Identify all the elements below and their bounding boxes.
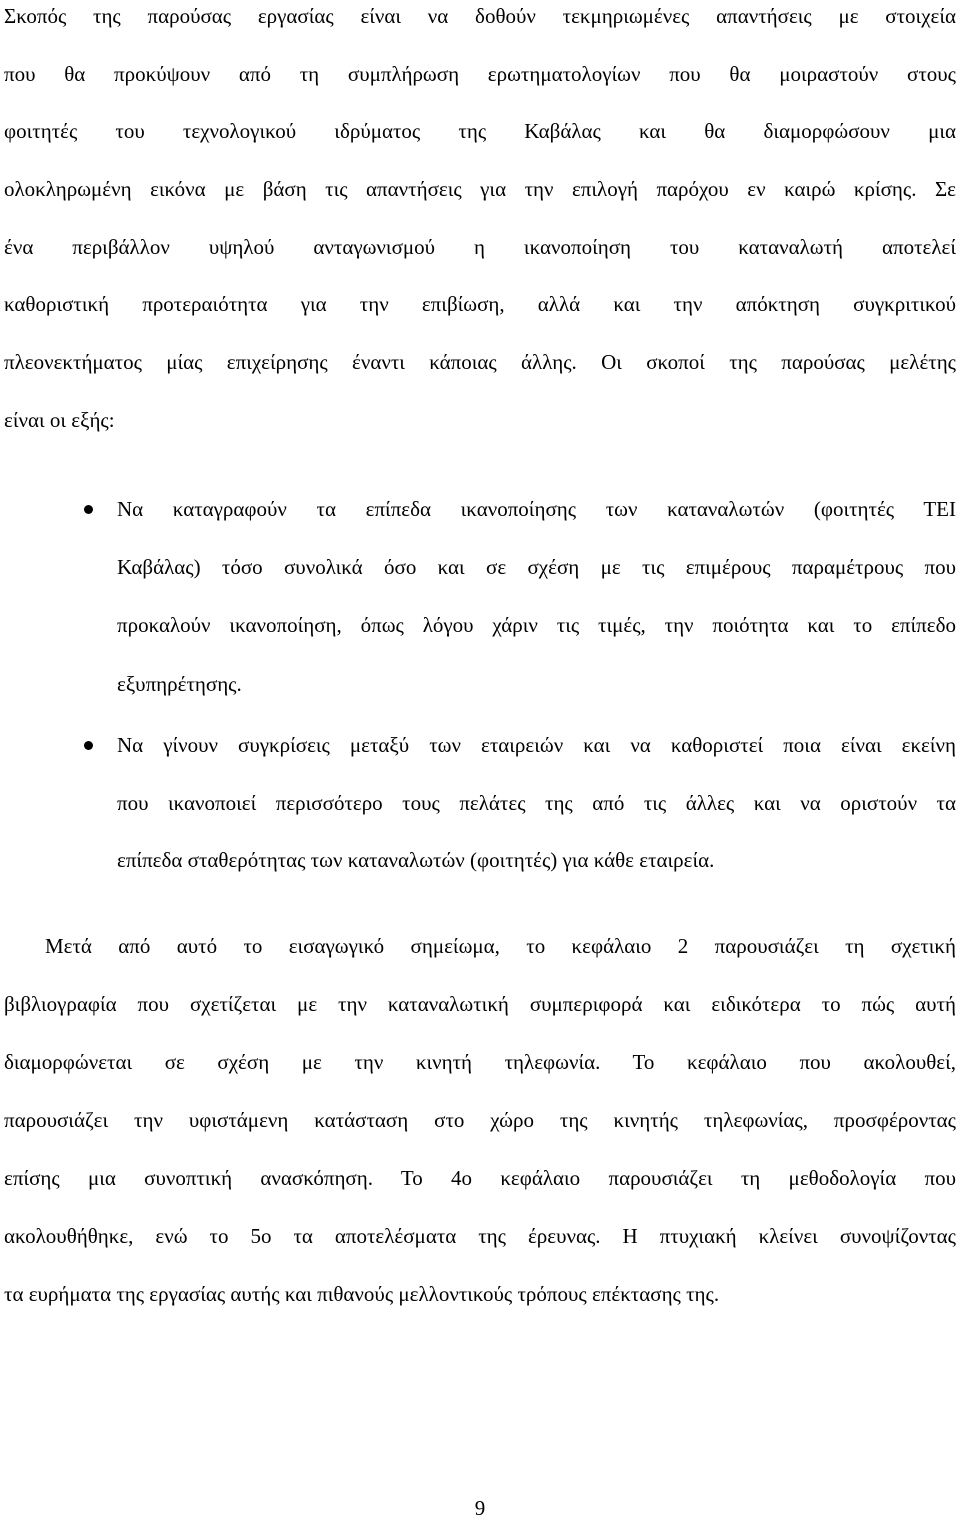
paragraph-line: τα ευρήματα της εργασίας αυτής και πιθανούς μελλοντικούς τρόπους επέκτασης της.	[4, 1282, 720, 1306]
list-item-line: Να γίνουν συγκρίσεις μεταξύ των εταιρειών και να καθοριστεί ποια είναι εκείνη	[117, 733, 956, 757]
paragraph-line: ένα περιβάλλον υψηλού ανταγωνισμού η ικανοποίηση του καταναλωτή αποτελεί	[4, 235, 956, 259]
list-item-line: προκαλούν ικανοποίηση, όπως λόγου χάριν τις τιμές, την ποιότητα και το επίπεδο	[117, 613, 956, 637]
list-item-line: εξυπηρέτησης.	[117, 672, 242, 696]
paragraph-line: πλεονεκτήματος μίας επιχείρησης έναντι κάποιας άλλης. Οι σκοποί της παρούσας μελέτης	[4, 350, 956, 374]
paragraph-line: παρουσιάζει την υφιστάμενη κατάσταση στο χώρο της κινητής τηλεφωνίας, προσφέροντας	[4, 1108, 956, 1132]
bullet-icon	[84, 505, 93, 514]
paragraph-line: φοιτητές του τεχνολογικού ιδρύματος της Καβάλας και θα διαμορφώσουν μια	[4, 119, 956, 143]
paragraph-line: καθοριστική προτεραιότητα για την επιβίωση, αλλά και την απόκτηση συγκριτικού	[4, 292, 956, 316]
paragraph-line: Σκοπός της παρούσας εργασίας είναι να δοθούν τεκμηριωμένες απαντήσεις με στοιχεία	[4, 4, 956, 28]
paragraph-line: είναι οι εξής:	[4, 408, 115, 432]
list-item-line: επίπεδα σταθερότητας των καταναλωτών (φοιτητές) για κάθε εταιρεία.	[117, 848, 715, 872]
list-item-line: Καβάλας) τόσο συνολικά όσο και σε σχέση με τις επιμέρους παραμέτρους που	[117, 555, 956, 579]
list-item-line: Να καταγραφούν τα επίπεδα ικανοποίησης των καταναλωτών (φοιτητές ΤΕΙ	[117, 497, 956, 521]
paragraph-line: Μετά από αυτό το εισαγωγικό σημείωμα, το κεφάλαιο 2 παρουσιάζει τη σχετική	[45, 934, 956, 958]
page-number: 9	[474, 1496, 486, 1520]
bullet-icon	[84, 741, 93, 750]
paragraph-line: διαμορφώνεται σε σχέση με την κινητή τηλεφωνία. Το κεφάλαιο που ακολουθεί,	[4, 1050, 956, 1074]
paragraph-line: βιβλιογραφία που σχετίζεται με την καταναλωτική συμπεριφορά και ειδικότερα το πώς αυτή	[4, 992, 956, 1016]
paragraph-line: που θα προκύψουν από τη συμπλήρωση ερωτηματολογίων που θα μοιραστούν στους	[4, 62, 956, 86]
paragraph-line: επίσης μια συνοπτική ανασκόπηση. Το 4ο κεφάλαιο παρουσιάζει τη μεθοδολογία που	[4, 1166, 956, 1190]
paragraph-line: ολοκληρωμένη εικόνα με βάση τις απαντήσεις για την επιλογή παρόχου εν καιρώ κρίσης. Σε	[4, 177, 956, 201]
paragraph-line: ακολουθήθηκε, ενώ το 5ο τα αποτελέσματα της έρευνας. Η πτυχιακή κλείνει συνοψίζοντας	[4, 1224, 956, 1248]
list-item-line: που ικανοποιεί περισσότερο τους πελάτες της από τις άλλες και να οριστούν τα	[117, 791, 956, 815]
